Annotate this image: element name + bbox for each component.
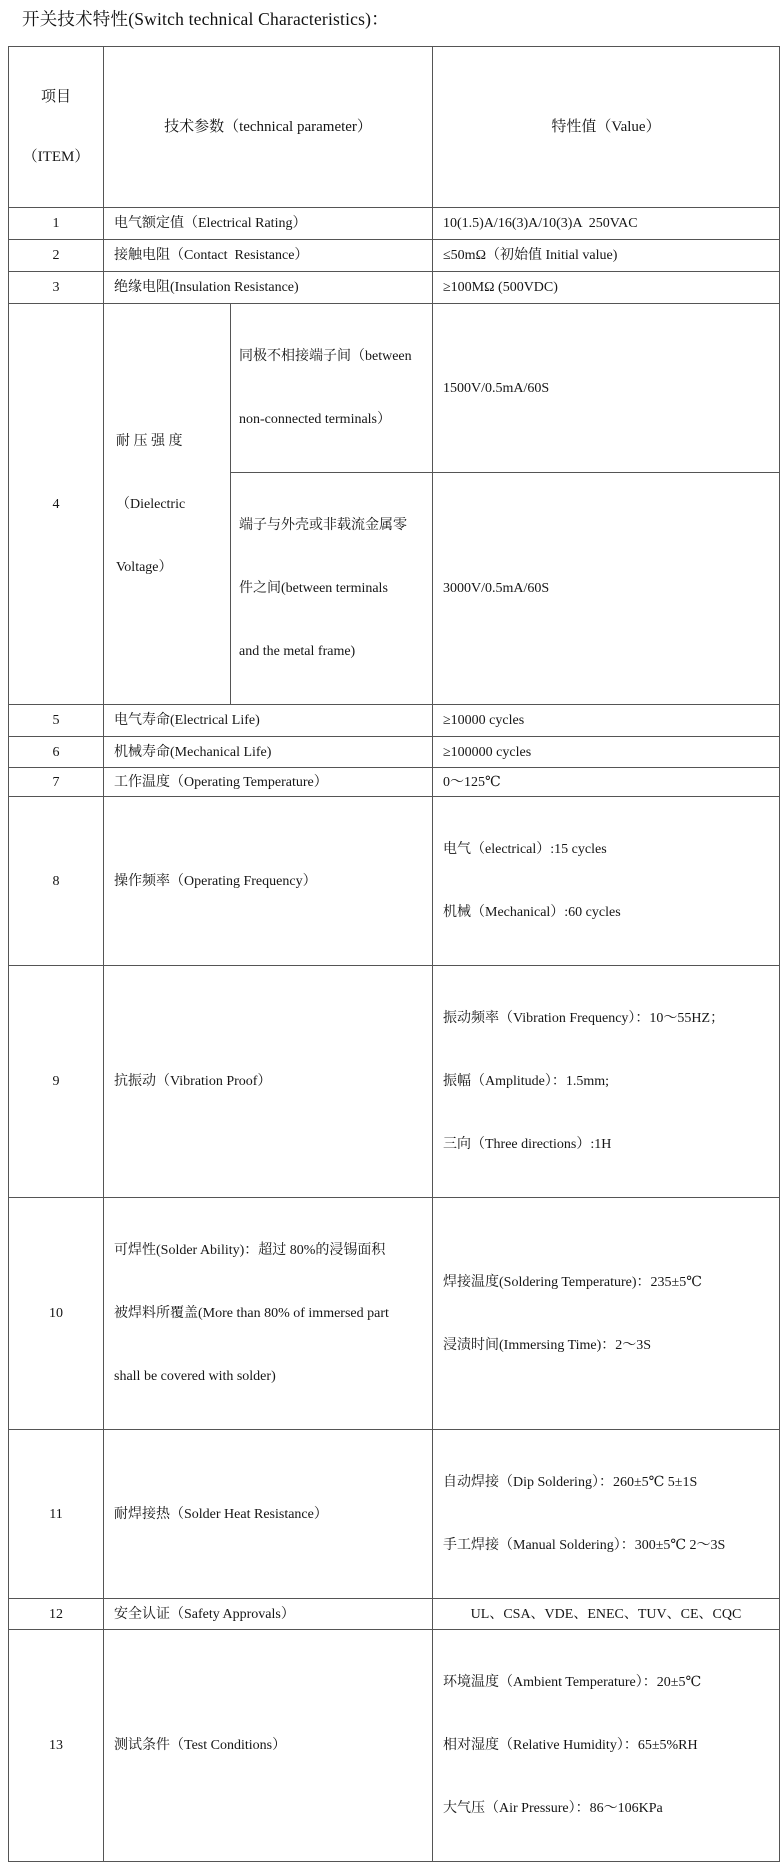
table-row-3 xyxy=(9,272,780,304)
value-line: 自动焊接（Dip Soldering）：260±5℃ 5±1S xyxy=(443,1475,698,1490)
table-row-5 xyxy=(9,705,780,737)
param-cell: 接触电阻（Contact Resistance） xyxy=(104,240,433,272)
item-cell: 9 xyxy=(9,966,104,1198)
param-group-cell xyxy=(104,304,231,705)
value-cell xyxy=(433,1198,780,1430)
header-row xyxy=(9,47,780,208)
value-line: 三向（Three directions）:1H xyxy=(443,1137,612,1152)
param-group-line: 耐 压 强 度 xyxy=(116,433,183,449)
value-line: 手工焊接（Manual Soldering）：300±5℃ 2～3S xyxy=(443,1538,726,1553)
sub-param-cell xyxy=(231,304,433,473)
item-cell: 5 xyxy=(9,705,104,737)
table-row-12 xyxy=(9,1599,780,1630)
param-cell: 安全认证（Safety Approvals） xyxy=(104,1599,433,1630)
table-row-10 xyxy=(9,1198,780,1430)
sub-param-cell xyxy=(231,473,433,705)
item-cell: 1 xyxy=(9,208,104,240)
table-row-13 xyxy=(9,1630,780,1862)
value-line: 焊接温度(Soldering Temperature)：235±5℃ xyxy=(443,1274,702,1290)
header-item-line2: （ITEM） xyxy=(22,149,90,165)
item-cell: 10 xyxy=(9,1198,104,1430)
header-value-cell: 特性值（Value） xyxy=(433,47,780,208)
table-row-9 xyxy=(9,966,780,1198)
value-cell: 3000V/0.5mA/60S xyxy=(433,473,780,705)
value-cell: 10(1.5)A/16(3)A/10(3)A 250VAC xyxy=(433,208,780,240)
value-cell: ≤50mΩ（初始值 Initial value) xyxy=(433,240,780,272)
param-cell: 绝缘电阻(Insulation Resistance) xyxy=(104,272,433,304)
value-line: 振幅（Amplitude）：1.5mm; xyxy=(443,1074,610,1089)
param-group-line: Voltage） xyxy=(116,559,173,575)
param-group-line: （Dielectric xyxy=(116,496,186,512)
value-cell: 0～125℃ xyxy=(433,768,780,797)
value-cell xyxy=(433,1430,780,1599)
param-cell: 电气额定值（Electrical Rating） xyxy=(104,208,433,240)
sub-param-line: non-connected terminals） xyxy=(239,412,392,427)
param-cell: 操作频率（Operating Frequency） xyxy=(104,797,433,966)
sub-param-line: and the metal frame) xyxy=(239,644,356,659)
header-item-cell xyxy=(9,47,104,208)
item-cell: 12 xyxy=(9,1599,104,1630)
item-cell: 11 xyxy=(9,1430,104,1599)
value-line: 电气（electrical）:15 cycles xyxy=(443,842,607,857)
value-cell: ≥10000 cycles xyxy=(433,705,780,737)
value-line: 环境温度（Ambient Temperature）：20±5℃ xyxy=(443,1675,702,1690)
value-cell: UL、CSA、VDE、ENEC、TUV、CE、CQC xyxy=(433,1599,780,1630)
header-parameter-cell: 技术参数（technical parameter） xyxy=(104,47,433,208)
item-cell: 3 xyxy=(9,272,104,304)
value-line: 振动频率（Vibration Frequency）：10～55HZ； xyxy=(443,1011,725,1026)
value-line: 浸渍时间(Immersing Time)：2～3S xyxy=(443,1337,652,1353)
item-cell: 2 xyxy=(9,240,104,272)
value-line: 大气压（Air Pressure）：86～106KPa xyxy=(443,1801,663,1816)
item-cell: 7 xyxy=(9,768,104,797)
item-cell: 8 xyxy=(9,797,104,966)
param-line: 可焊性(Solder Ability)：超过 80%的浸锡面积 xyxy=(114,1243,386,1258)
param-cell: 抗振动（Vibration Proof） xyxy=(104,966,433,1198)
table-row-1 xyxy=(9,208,780,240)
value-cell: ≥100MΩ (500VDC) xyxy=(433,272,780,304)
value-cell xyxy=(433,1630,780,1862)
table-row-6 xyxy=(9,737,780,768)
value-cell xyxy=(433,797,780,966)
spec-table xyxy=(8,46,780,1862)
item-cell: 4 xyxy=(9,304,104,705)
table-row-11 xyxy=(9,1430,780,1599)
value-line: 机械（Mechanical）:60 cycles xyxy=(443,905,621,920)
param-cell: 电气寿命(Electrical Life) xyxy=(104,705,433,737)
sub-param-line: 件之间(between terminals xyxy=(239,581,388,596)
value-line: 相对湿度（Relative Humidity）：65±5%RH xyxy=(443,1738,698,1753)
item-cell: 13 xyxy=(9,1630,104,1862)
param-cell: 工作温度（Operating Temperature） xyxy=(104,768,433,797)
param-line: shall be covered with solder) xyxy=(114,1369,276,1384)
value-cell xyxy=(433,966,780,1198)
value-cell: 1500V/0.5mA/60S xyxy=(433,304,780,473)
sub-param-line: 端子与外壳或非载流金属零 xyxy=(239,518,407,533)
item-cell: 6 xyxy=(9,737,104,768)
param-cell xyxy=(104,1198,433,1430)
page-title: 开关技术特性(Switch technical Characteristics)： xyxy=(22,9,389,29)
param-line: 被焊料所覆盖(More than 80% of immersed part xyxy=(114,1306,389,1321)
table-row-7 xyxy=(9,768,780,797)
sub-param-line: 同极不相接端子间（between xyxy=(239,349,412,364)
header-item-line1: 项目 xyxy=(40,89,71,105)
table-row-2 xyxy=(9,240,780,272)
table-row-8 xyxy=(9,797,780,966)
param-cell: 机械寿命(Mechanical Life) xyxy=(104,737,433,768)
table-row-4a xyxy=(9,304,780,473)
value-cell: ≥100000 cycles xyxy=(433,737,780,768)
param-cell: 耐焊接热（Solder Heat Resistance） xyxy=(104,1430,433,1599)
param-cell: 测试条件（Test Conditions） xyxy=(104,1630,433,1862)
